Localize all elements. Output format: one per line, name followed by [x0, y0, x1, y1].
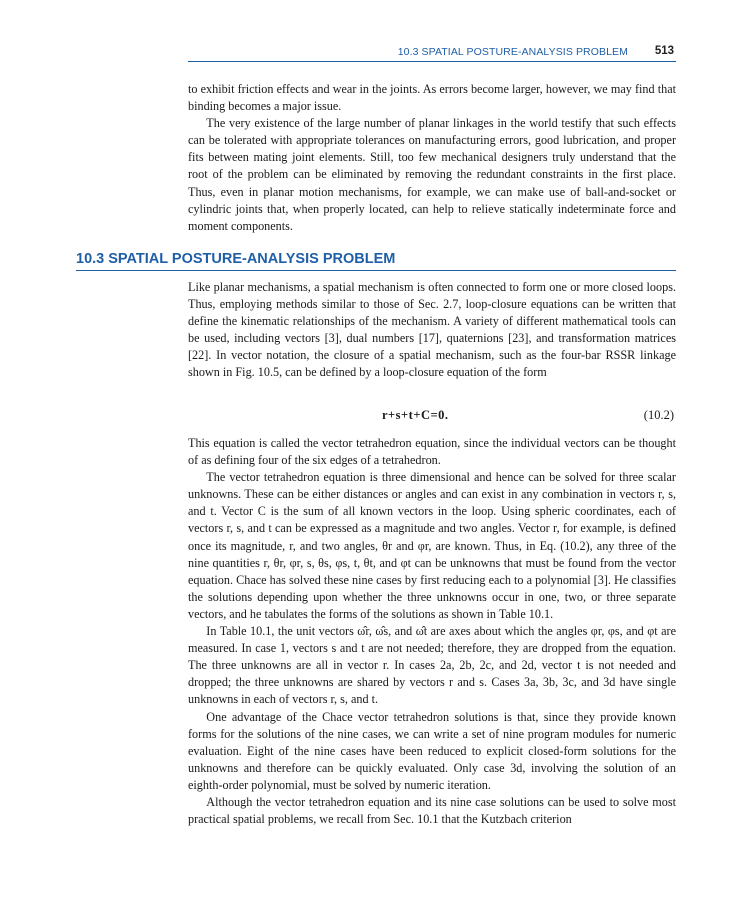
section-heading-rule [76, 270, 676, 271]
section-text-1 [188, 279, 676, 382]
section-paragraph-2: This equation is called the vector tetrahedron equation, since the individual vectors can be thought of as defining four of the six edges of a tetrahedron. [188, 436, 676, 468]
section-paragraph-5: One advantage of the Chace vector tetrahedron solutions is that, since they provide known forms for the solutions of the nine cases, we can write a set of nine program modules for numeric evaluation. Eight of the nine cases have been reduced to explicit closed-form solutions for the unknowns and therefore can be quickly evaluated. Only case 3d, involving the solution of an eighth-order polynomial, must be solved by numeric iteration. [188, 709, 676, 792]
section-heading [76, 251, 676, 271]
equation-number: (10.2) [643, 408, 674, 422]
section-paragraph-6: Although the vector tetrahedron equation and its nine case solutions can be used to solve most practical spatial problems, we recall from Sec. 10.1 that the Kutzbach criterion [188, 794, 676, 827]
section-text-2 [188, 435, 676, 828]
section-heading-text: 10.3 SPATIAL POSTURE-ANALYSIS PROBLEM [76, 251, 396, 267]
running-head [188, 44, 676, 62]
page-number: 513 [654, 45, 674, 57]
intro-text [188, 81, 676, 235]
section-paragraph-3: The vector tetrahedron equation is three dimensional and hence can be solved for three scalar unknowns. These can be either distances or angles and can exist in any combination in vectors r, s, and t. Vector C is the sum of all known vectors in the loop. Using spheric coordinates, each of vectors r, s, and t can be expressed as a magnitude and two angles. Vector r, for example, is defined once its magnitude, r, and two angles, θr and φr, are known. Thus, in Eq. (10.2), any three of the nine quantities r, θr, φr, s, θs, φs, t, θt, and φt can be unknowns that must be found from the vector equation. Chace has solved these nine cases by first reducing each to a polynomial [3]. He classifies the solutions depending upon whether the three unknowns occur in one, two, or three separate vectors, and he tabulates the forms of the solutions as shown in Table 10.1. [188, 470, 676, 621]
equation-10-2 [188, 408, 676, 426]
intro-paragraph-2: The very existence of the large number of planar linkages in the world testify that such effects can be tolerated with appropriate tolerances on manufacturing errors, good lubrication, and proper fits between mating joint elements. Still, too few mechanical designers truly understand that the root of the problem can be eliminated by removing the redundant constraints in the first place. Thus, even in planar motion mechanisms, for example, we can make use of ball-and-socket or cylindric joints that, when properly located, can help to relieve statically indeterminate force and moment components. [188, 116, 676, 233]
equation-body: r+s+t+C=0. [382, 408, 449, 422]
section-paragraph-4: In Table 10.1, the unit vectors ω̂r, ω̂s, and ω̂t are axes about which the angles φr, φs, and φt are measured. In case 1, vectors s and t are not needed; therefore, they are dropped from the equation. The three unknowns are all in vector r. In cases 2a, 2b, 2c, and 2d, vector t is not needed and dropped; the three unknowns are shared by vectors r and s. Cases 3a, 3b, 3c, and 3d have single unknowns in each of vectors r, s, and t. [188, 624, 676, 707]
header-rule [188, 61, 676, 62]
section-paragraph-1: Like planar mechanisms, a spatial mechanism is often connected to form one or more closed loops. Thus, employing methods similar to those of Sec. 2.7, loop-closure equations can be written that define the kinematic relationships of the mechanism. A variety of different mathematical tools can be used, including vectors [3], dual numbers [17], quaternions [23], and transformation matrices [22]. In vector notation, the closure of a spatial mechanism, such as the four-bar RSSR linkage shown in Fig. 10.5, can be defined by a loop-closure equation of the form [188, 280, 676, 380]
running-title: 10.3 SPATIAL POSTURE-ANALYSIS PROBLEM [397, 46, 628, 58]
intro-paragraph-1: to exhibit friction effects and wear in the joints. As errors become larger, however, we may find that binding becomes a major issue. [188, 82, 676, 114]
